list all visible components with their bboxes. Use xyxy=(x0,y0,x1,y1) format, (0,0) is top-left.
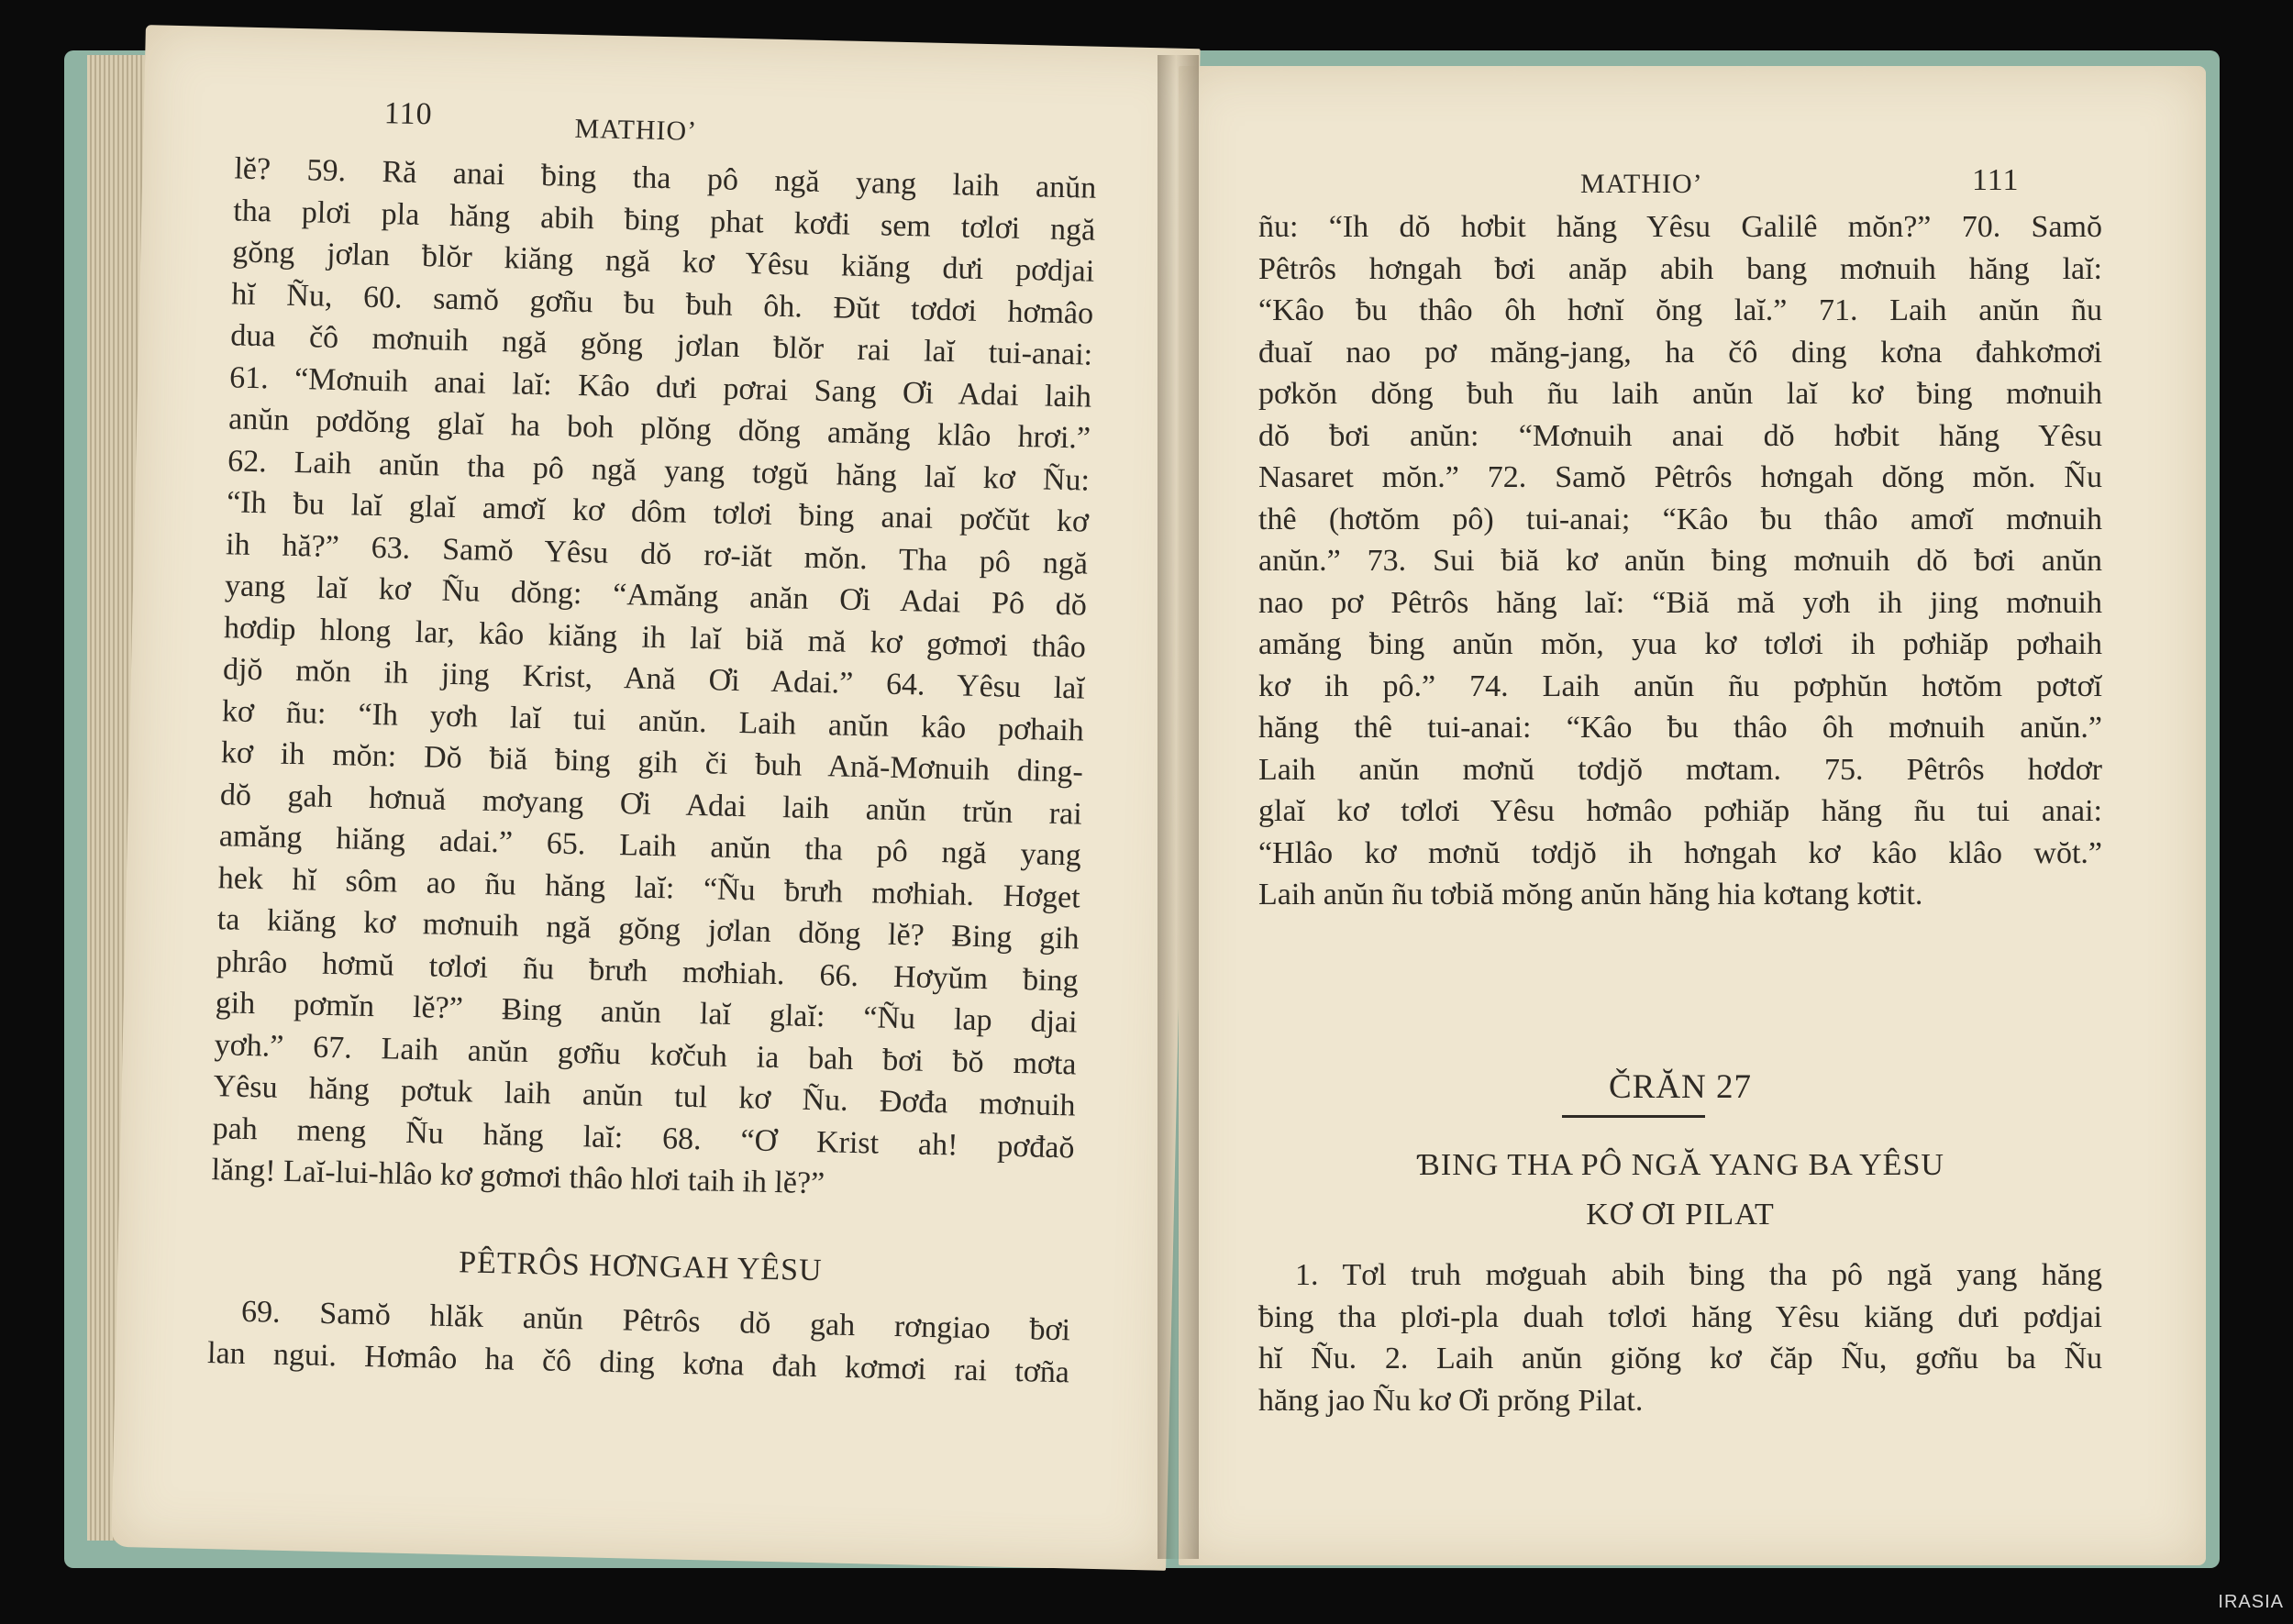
text-line: thê (hơtŏm pô) tui-anai; “Kâo ƀu thâo amơĭ mơnuih xyxy=(1258,502,2102,536)
text-line: hek hĭ sôm ao ñu hăng laĭ: “Ñu ƀrưh mơhiah. Hơget xyxy=(217,860,1081,915)
text-line: phrâo hơmŭ tơlơi ñu ƀrưh mơhiah. 66. Hơyŭm ƀing xyxy=(216,944,1080,998)
text-line: đuaĭ nao pơ măng-jang, ha čô ding kơna đahkơmơi xyxy=(1258,335,2102,370)
text-line: dŏ gah hơnuă mơyang Ơi Adai laih anŭn trŭn rai xyxy=(219,777,1083,832)
text-line: 61. “Mơnuih anai laĭ: Kâo dưi pơrai Sang Ơi Adai laih xyxy=(228,359,1092,414)
text-line: Yêsu hăng pơtuk laih anŭn tul kơ Ñu. Đơđa mơnuih xyxy=(213,1069,1076,1123)
right-body-text xyxy=(1258,206,2102,916)
text-line: anŭn pơdŏng glaĭ ha boh plŏng dŏng amăng klâo hrơi.” xyxy=(227,402,1091,456)
text-line: pơkŏn dŏng ƀuh ñu laih anŭn laĭ kơ ƀing mơnuih xyxy=(1258,377,2102,411)
text-line: lĕ? 59. Ră anai ƀing tha pô ngă yang laih anŭn xyxy=(234,151,1097,205)
text-line: dua čô mơnuih ngă gŏng jơlan ƀlŏr rai laĭ tui-anai: xyxy=(229,318,1093,372)
chapter-heading: ČRĂN 27 xyxy=(1608,1068,1753,1106)
text-line: amăng hiăng adai.” 65. Laih anŭn tha pô ngă yang xyxy=(218,819,1082,873)
text-line: gih pơmĭn lĕ?” Ƀing anŭn laĭ glaĭ: “Ñu lap djai xyxy=(215,986,1078,1040)
text-line: kơ ih mŏn: Dŏ ƀiă ƀing gih či ƀuh Ană-Mơnuih ding- xyxy=(220,735,1084,790)
left-section-text xyxy=(207,1290,1071,1393)
text-line: Pêtrôs hơngah ƀơi anăp abih bang mơnuih hăng laĭ: xyxy=(1258,251,2102,286)
text-line: Laih anŭn ñu tơbiă mŏng anŭn hăng hia kơtang kơtit. xyxy=(1258,878,1923,911)
chapter-title-line-2: KƠ ƠI PILAT xyxy=(1586,1198,1775,1232)
section-heading: PÊTRÔS HƠNGAH YÊSU xyxy=(458,1245,823,1288)
text-line: yang laĭ kơ Ñu dŏng: “Amăng anăn Ơi Adai Pô dŏ xyxy=(224,569,1088,623)
text-line: “Ih ƀu laĭ glaĭ amơĭ kơ dôm tơlơi ƀing anai pơčŭt kơ xyxy=(226,485,1090,539)
text-line: amăng ƀing anŭn mŏn, yua kơ tơlơi ih pơhiăp pơhaih xyxy=(1258,627,2102,661)
text-line: yơh.” 67. Laih anŭn gơñu kơčuh ia bah ƀơi ƀŏ mơta xyxy=(214,1027,1077,1081)
left-running-head: MATHIO’ xyxy=(574,113,698,147)
text-line: “Kâo ƀu thâo ôh hơnĭ ŏng laĭ.” 71. Laih anŭn ñu xyxy=(1258,293,2102,327)
text-line: 69. Samŏ hlăk anŭn Pêtrôs dŏ gah rơngiao ƀơi xyxy=(240,1294,1071,1348)
book-gutter xyxy=(1158,55,1199,1559)
left-body-text xyxy=(211,148,1097,1210)
text-line: hăng jao Ñu kơ Ơi prŏng Pilat. xyxy=(1258,1383,1644,1418)
left-page-number: 110 xyxy=(383,96,434,132)
text-line: tha plơi pla hăng abih ƀing phat kơđi sem tơlơi ngă xyxy=(232,193,1096,248)
text-line: kơ ih pô.” 74. Laih anŭn ñu pơphŭn hơtŏm pơtơĭ xyxy=(1258,668,2102,703)
text-line: hăng thê tui-anai: “Kâo ƀu thâo ôh mơnuih anŭn.” xyxy=(1258,711,2102,745)
right-running-head: MATHIO’ xyxy=(1580,169,1703,199)
text-line: gŏng jơlan ƀlŏr kiăng ngă kơ Yêsu kiăng dưi pơdjai xyxy=(231,235,1095,289)
text-line: 1. Tơl truh mơguah abih ƀing tha pô ngă yang hăng xyxy=(1295,1258,2102,1292)
chapter-title-line-1: ƁING THA PÔ NGĂ YANG BA YÊSU xyxy=(1416,1148,1944,1182)
text-line: kơ ñu: “Ih yơh laĭ tui anŭn. Laih anŭn kâo pơhaih xyxy=(221,693,1085,748)
text-line: ƀing tha plơi-pla duah tơlơi hăng Yêsu kiăng dưi pơdjai xyxy=(1258,1299,2102,1334)
text-line: hĭ Ñu. 2. Laih anŭn giŏng kơ čăp Ñu, gơñu ba Ñu xyxy=(1258,1342,2102,1375)
watermark: IRASIA xyxy=(2218,1592,2284,1612)
text-line: dŏ ƀơi anŭn: “Mơnuih anai dŏ hơbit hăng Yêsu xyxy=(1258,418,2102,453)
text-line: pah meng Ñu hăng laĭ: 68. “Ơ Krist ah! pơđaŏ xyxy=(212,1110,1075,1165)
text-line: lan ngui. Hơmâo ha čô ding kơna đah kơmơi rai tơña xyxy=(206,1335,1070,1389)
text-line: glaĭ kơ tơlơi Yêsu hơmâo pơhiăp hăng ñu tui anai: xyxy=(1258,794,2102,828)
chapter-body-text xyxy=(1258,1254,2102,1421)
text-line: ta kiăng kơ mơnuih ngă gŏng jơlan dŏng lĕ? Ƀing gih xyxy=(216,902,1080,956)
text-line: 62. Laih anŭn tha pô ngă yang tơgŭ hăng laĭ kơ Ñu: xyxy=(227,443,1091,498)
text-line: anŭn.” 73. Sui ƀiă kơ anŭn ƀing mơnuih dŏ ƀơi anŭn xyxy=(1258,544,2102,578)
text-line: Laih anŭn mơnŭ tơdjŏ mơtam. 75. Pêtrôs hơdơr xyxy=(1258,752,2102,787)
text-line: nao pơ Pêtrôs hăng laĭ: “Biă mă yơh ih jing mơnuih xyxy=(1258,585,2102,620)
text-line: ñu: “Ih dŏ hơbit hăng Yêsu Galilê mŏn?” 70. Samŏ xyxy=(1258,210,2102,244)
text-line: lăng! Laĭ-lui-hlâo kơ gơmơi thâo hlơi taih ih lĕ?” xyxy=(211,1153,825,1201)
right-page-number: 111 xyxy=(1972,163,2020,197)
right-page xyxy=(1179,66,2206,1565)
text-line: “Hlâo kơ mơnŭ tơdjŏ ih hơngah kơ kâo klâo wŏt.” xyxy=(1258,835,2102,870)
text-line: ih hă?” 63. Samŏ Yêsu dŏ rơ-iăt mŏn. Tha pô ngă xyxy=(225,526,1089,581)
text-line: hơdip hlong lar, kâo kiăng ih laĭ biă mă kơ gơmơi thâo xyxy=(223,610,1087,665)
left-page xyxy=(111,25,1200,1571)
text-line: djŏ mŏn ih jing Krist, Ană Ơi Adai.” 64. Yêsu laĭ xyxy=(222,652,1086,706)
chapter-underline xyxy=(1562,1115,1705,1118)
text-line: hĭ Ñu, 60. samŏ gơñu ƀu ƀuh ôh. Đŭt tơdơi hơmâo xyxy=(230,276,1094,331)
text-line: Nasaret mŏn.” 72. Samŏ Pêtrôs hơngah dŏng mŏn. Ñu xyxy=(1258,460,2102,494)
